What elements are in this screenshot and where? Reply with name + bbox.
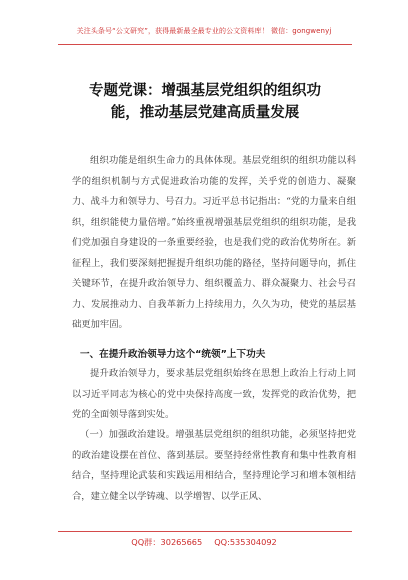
header-banner: 关注头条号“公文研究”，获得最新最全最专业的公文资料库！ 微信：gongwenyj	[76, 27, 332, 35]
document-title	[58, 80, 352, 124]
title-line-1: 专题党课：增强基层党组织的组织功	[89, 82, 321, 99]
header-divider	[58, 44, 352, 45]
footer	[0, 537, 408, 548]
footer-qq: QQ:535304092	[214, 537, 277, 547]
paragraph-2: 提升政治领导力，要求基层党组织始终在思想上政治上行动上同以习近平同志为核心的党中央保持高度一致，发挥党的政治优势，把党的全面领导落到实处。	[72, 368, 356, 420]
section-heading-1: 一、在提升政治领导力这个“统领”上下功夫	[80, 349, 266, 360]
footer-divider	[58, 531, 352, 532]
title-line-2: 能，推动基层党建高质量发展	[110, 104, 300, 121]
paragraph-1: 组织功能是组织生命力的具体体现。基层党组织的组织功能以科学的组织机制与方式促进政治功能的发挥，关乎党的创造力、凝聚力、战斗力和领导力、号召力。习近平总书记指出：“党的力量来自组织，组织能使力量倍增。”始终重视增强基层党组织的组织功能，是我们党加强自身建设的一条重要经验，也是我们党的政治优势所在。新征程上，我们要深刻把握提升组织功能的路径，坚持问题导向，抓住关键环节，在提升政治领导力、组织覆盖力、群众凝聚力、社会号召力、发展推动力、自我革新力上持续用力，久久为功，使党的基层基础更加牢固。	[72, 155, 356, 330]
paragraph-3: （一）加强政治建设。增强基层党组织的组织功能，必须坚持把党的政治建设摆在首位、落到基层。要坚持经常性教育和集中性教育相结合，坚持理论武装和实践运用相结合，坚持理论学习和增本领相结合，建立健全以学铸魂、以学增智、以学正风、	[72, 429, 356, 502]
footer-qq-group: QQ群：30265665	[131, 537, 203, 547]
